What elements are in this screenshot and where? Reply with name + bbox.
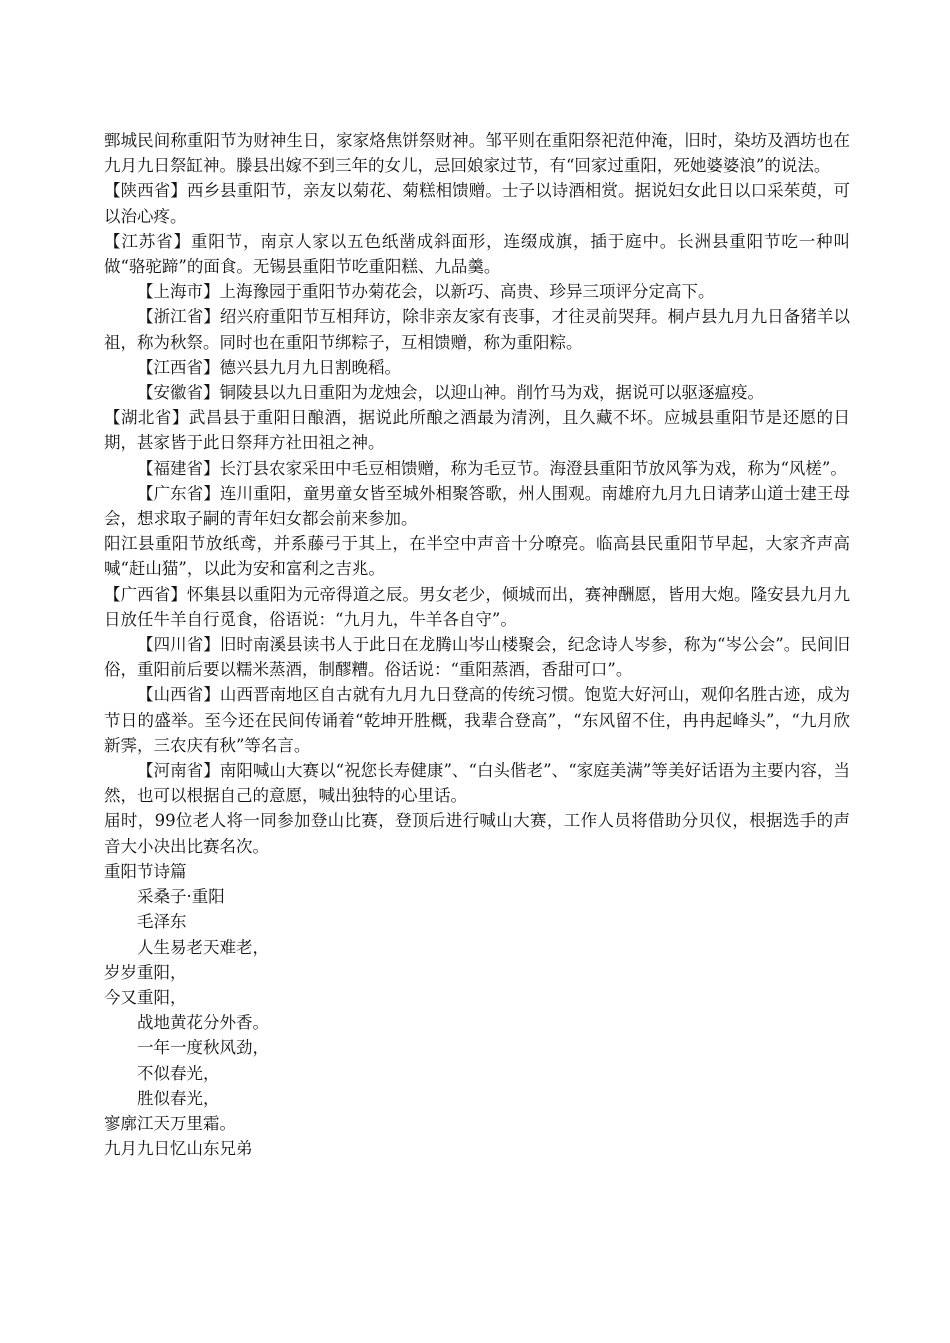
poem-line: 寥廓江天万里霜。 [104,1113,236,1133]
paragraph-anhui: 【安徽省】铜陵县以九日重阳为龙烛会，以迎山神。削竹马为戏，据说可以驱逐瘟疫。 [137,383,764,403]
paragraph-guangxi: 【广西省】怀集县以重阳为元帝得道之辰。男女老少，倾城而出，赛神酬愿，皆用大炮。隆安县九月九日放任牛羊自行觅食，俗语说：“九月九，牛羊各自守”。 [104,584,850,629]
paragraph-sichuan: 【四川省】旧时南溪县读书人于此日在龙腾山岑山楼聚会，纪念诗人岑参，称为“岑公会”。民间旧俗，重阳前后要以糯米蒸酒，制醪糟。俗话说：“重阳蒸酒，香甜可口”。 [104,635,850,680]
paragraph-jiangxi: 【江西省】德兴县九月九日割晚稻。 [137,357,401,377]
next-poem-title: 九月九日忆山东兄弟 [104,1139,253,1159]
poem-title: 采桑子·重阳 [137,887,225,907]
poem-line: 胜似春光， [137,1088,220,1108]
paragraph-fujian: 【福建省】长汀县农家采田中毛豆相馈赠，称为毛豆节。海澄县重阳节放风筝为戏，称为“风槎”。 [137,458,847,478]
paragraph-shandong-cont: 鄄城民间称重阳节为财神生日，家家烙焦饼祭财神。邹平则在重阳祭祀范仲淹，旧时，染坊及酒坊也在九月九日祭缸神。滕县出嫁不到三年的女儿，忌回娘家过节，有“回家过重阳，死她婆婆浪”的说法。 [104,131,850,176]
paragraph-henan: 【河南省】南阳喊山大赛以“祝您长寿健康”、“白头偕老”、“家庭美满”等美好话语为主要内容，当然，也可以根据自己的意愿，喊出独特的心里话。 [104,761,850,806]
paragraph-shanghai: 【上海市】上海豫园于重阳节办菊花会，以新巧、高贵、珍异三项评分定高下。 [137,282,715,302]
paragraph-shaanxi: 【陕西省】西乡县重阳节，亲友以菊花、菊糕相馈赠。士子以诗酒相赏。据说妇女此日以口采茱萸，可以治心疼。 [104,181,850,226]
poem-section-heading: 重阳节诗篇 [104,861,187,881]
poem-line: 人生易老天难老， [137,937,269,957]
paragraph-yangjiang: 阳江县重阳节放纸鸢，并系藤弓于其上，在半空中声音十分嘹亮。临高县民重阳节早起，大家齐声高喊“赶山猫”，以此为安和富利之吉兆。 [104,534,850,579]
paragraph-competition: 届时，99位老人将一同参加登山比赛，登顶后进行喊山大赛，工作人员将借助分贝仪，根据选手的声音大小决出比赛名次。 [104,811,850,856]
paragraph-jiangsu: 【江苏省】重阳节，南京人家以五色纸凿成斜面形，连缀成旗，插于庭中。长洲县重阳节吃一种叫做“骆驼蹄”的面食。无锡县重阳节吃重阳糕、九品羹。 [104,231,850,277]
poem-line: 岁岁重阳， [104,962,187,982]
poem-author: 毛泽东 [137,912,187,932]
poem-line: 战地黄花分外香。 [137,1013,269,1033]
paragraph-shanxi: 【山西省】山西晋南地区自古就有九月九日登高的传统习惯。饱览大好河山，观仰名胜古迹，成为节日的盛举。至今还在民间传诵着“乾坤开胜概，我辈合登高”，“东风留不住，冉冉起峰头”，“九月欣新霁，三农庆有秋”等名言。 [104,685,850,755]
paragraph-guangdong: 【广东省】连川重阳，童男童女皆至城外相聚答歌，州人围观。南雄府九月九日请茅山道士建王母会，想求取子嗣的青年妇女都会前来参加。 [104,483,850,529]
poem-line: 一年一度秋风劲， [137,1038,269,1058]
paragraph-hubei: 【湖北省】武昌县于重阳日酿酒，据说此所酿之酒最为清洌，且久藏不坏。应城县重阳节是还愿的日期，甚家皆于此日祭拜方社田祖之神。 [104,408,850,453]
poem-line: 不似春光， [137,1063,220,1083]
paragraph-zhejiang: 【浙江省】绍兴府重阳节互相拜访，除非亲友家有丧事，才往灵前哭拜。桐卢县九月九日备猪羊以祖，称为秋祭。同时也在重阳节绑粽子，互相馈赠，称为重阳粽。 [104,307,850,352]
poem-line: 今又重阳， [104,987,187,1007]
document-page [104,128,850,1161]
